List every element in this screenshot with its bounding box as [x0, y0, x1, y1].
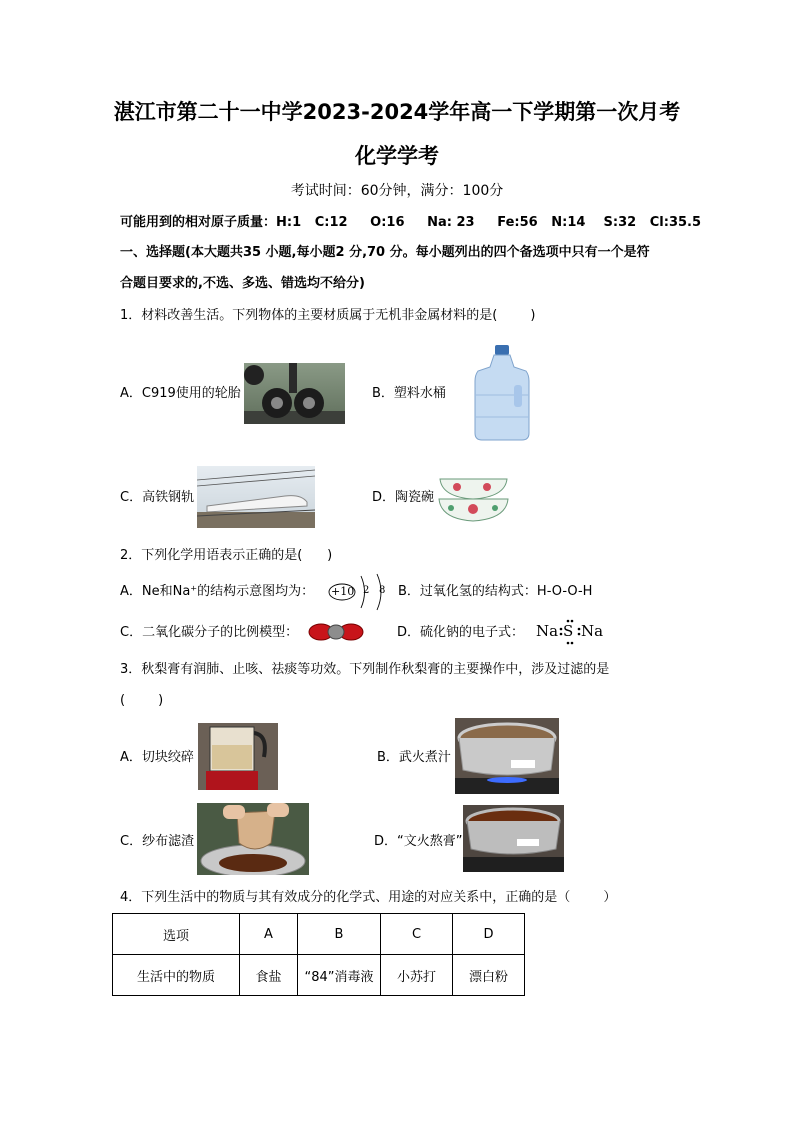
blender-image — [198, 723, 278, 790]
q4-stem: 4．下列生活中的物质与其有效成分的化学式、用途的对应关系中，正确的是（ ） — [120, 890, 617, 905]
table-cell: 食盐 — [240, 955, 298, 996]
sodium-right: Na — [581, 622, 604, 640]
simmer-pot-image — [463, 805, 564, 872]
aircraft-tire-image — [244, 363, 345, 424]
page-subtitle: 化学学考 — [355, 144, 439, 168]
q1-option-d: D．陶瓷碗 — [372, 490, 435, 505]
table-header-cell: 选项 — [113, 914, 240, 955]
q2-option-c: C．二氧化碳分子的比例模型： — [120, 625, 299, 640]
q1-stem: 1．材料改善生活。下列物体的主要材质属于无机非金属材料的是( ) — [120, 308, 536, 323]
shell-2-electrons: 8 — [379, 585, 386, 596]
table-cell: 生活中的物质 — [113, 955, 240, 996]
nucleus-charge: +10 — [331, 585, 355, 598]
table-cell: 小苏打 — [381, 955, 453, 996]
boiling-pot-image — [455, 718, 559, 794]
atomic-structure-diagram — [327, 572, 389, 612]
high-speed-rail-image — [197, 466, 315, 528]
q4-table — [112, 913, 525, 996]
na2s-electron-formula — [536, 619, 606, 645]
q2-stem: 2．下列化学用语表示正确的是( ) — [120, 548, 333, 563]
q3-stem-cont: ( ) — [120, 693, 164, 708]
page-title: 湛江市第二十一中学2023-2024学年高一下学期第一次月考 — [113, 100, 681, 124]
sulfur-atom: S — [563, 622, 574, 640]
q1-option-a: A．C919使用的轮胎 — [120, 386, 241, 401]
q1-option-c: C．高铁钢轨 — [120, 490, 195, 505]
table-header-cell: A — [240, 914, 298, 955]
section-heading-line1: 一、选择题(本大题共35 小题,每小题2 分,70 分。每小题列出的四个备选项中只有一个是符 — [120, 245, 650, 260]
shell-1-electrons: 2 — [363, 585, 370, 596]
q3-option-b: B．武火煮汁 — [377, 750, 451, 765]
section-heading-line2: 合题目要求的,不选、多选、错选均不给分) — [120, 276, 365, 291]
table-row — [113, 955, 525, 996]
table-cell: 漂白粉 — [453, 955, 525, 996]
co2-ratio-model — [308, 623, 364, 641]
table-header-cell: B — [298, 914, 381, 955]
table-header-cell: C — [381, 914, 453, 955]
table-row — [113, 914, 525, 955]
q2-option-b: B．过氧化氢的结构式：H-O-O-H — [398, 584, 593, 599]
table-header-cell: D — [453, 914, 525, 955]
q3-option-c: C．纱布滤渣 — [120, 834, 195, 849]
q3-option-d: D．“文火熬膏” — [374, 834, 463, 849]
q3-option-a: A．切块绞碎 — [120, 750, 194, 765]
sodium-left: Na — [536, 622, 559, 640]
filter-gauze-image — [197, 803, 309, 875]
q1-option-b: B．塑料水桶 — [372, 386, 446, 401]
q2-option-d: D．硫化钠的电子式： — [397, 625, 525, 640]
q2-option-a: A．Ne和Na⁺的结构示意图均为： — [120, 584, 315, 599]
water-bucket-image — [474, 345, 530, 442]
ceramic-bowl-image — [437, 473, 510, 523]
atomic-mass-line: 可能用到的相对原子质量：H:1 C:12 O:16 Na: 23 Fe:56 N:14 S:32 Cl:35.5 — [120, 215, 702, 230]
q3-stem: 3．秋梨膏有润肺、止咳、祛痰等功效。下列制作秋梨膏的主要操作中，涉及过滤的是 — [120, 662, 610, 677]
exam-info: 考试时间：60分钟，满分：100分 — [290, 183, 504, 199]
table-cell: “84”消毒液 — [298, 955, 381, 996]
